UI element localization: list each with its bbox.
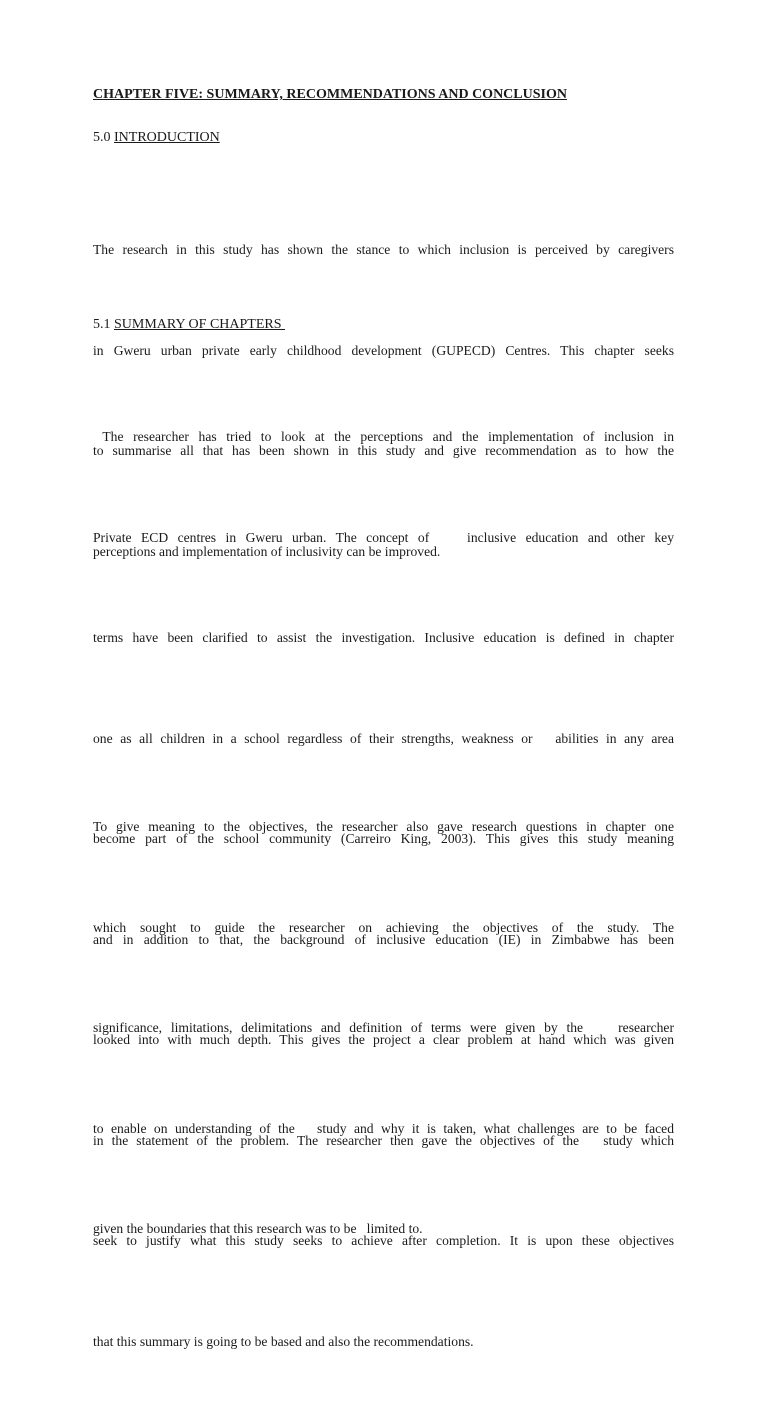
paragraph-line: To give meaning to the objectives, the researcher also gave research questions in chapter one bbox=[93, 819, 674, 834]
section-title-text: INTRODUCTION bbox=[114, 130, 220, 145]
section-title-summary-of-chapters bbox=[93, 317, 285, 333]
paragraph-line: in the statement of the problem. The researcher then gave the objectives of the study which bbox=[93, 1132, 674, 1148]
paragraph-line: to enable on understanding of the study and why it is taken, what challenges are to be faced bbox=[93, 1120, 674, 1136]
paragraph-line: looked into with much depth. This gives the project a clear problem at hand which was given bbox=[93, 1032, 674, 1047]
section-title-introduction bbox=[93, 130, 220, 146]
paragraph-summary-2 bbox=[93, 743, 674, 1313]
paragraph-line: terms have been clarified to assist the investigation. Inclusive education is defined in chapter bbox=[93, 630, 674, 645]
paragraph-line: which sought to guide the researcher on achieving the objectives of the study. The bbox=[93, 919, 674, 935]
paragraph-line: seek to justify what this study seeks to achieve after completion. It is upon these objectives bbox=[93, 1233, 674, 1248]
section-number: 5.1 bbox=[93, 317, 114, 332]
paragraph-line: Private ECD centres in Gweru urban. The concept of inclusive education and other key bbox=[93, 529, 674, 545]
section-number: 5.0 bbox=[93, 130, 114, 145]
paragraph-line: become part of the school community (Carreiro King, 2003). This gives this study meaning bbox=[93, 831, 674, 846]
paragraph-line: that this summary is going to be based and also the recommendations. bbox=[93, 1333, 474, 1349]
paragraph-line: The research in this study has shown the stance to which inclusion is perceived by caregivers bbox=[93, 242, 674, 257]
paragraph-line: and in addition to that, the background of inclusive education (IE) in Zimbabwe has been bbox=[93, 931, 674, 947]
paragraph-line: The researcher has tried to look at the perceptions and the implementation of inclusion in bbox=[93, 429, 674, 444]
paragraph-line: perceptions and implementation of inclusivity can be improved. bbox=[93, 543, 441, 559]
paragraph-line: significance, limitations, delimitations and definition of terms were given by the researcher bbox=[93, 1020, 674, 1035]
paragraph-line: one as all children in a school regardless of their strengths, weakness or abilities in any area bbox=[93, 730, 674, 746]
section-title-text: SUMMARY OF CHAPTERS bbox=[114, 317, 286, 332]
paragraph-line: given the boundaries that this research was to be limited to. bbox=[93, 1221, 423, 1236]
paragraph-line: in Gweru urban private early childhood development (GUPECD) Centres. This chapter seeks bbox=[93, 342, 674, 358]
chapter-heading: CHAPTER FIVE: SUMMARY, RECOMMENDATIONS AND CONCLUSION bbox=[93, 87, 567, 102]
paragraph-line: to summarise all that has been shown in this study and give recommendation as to how the bbox=[93, 443, 674, 458]
